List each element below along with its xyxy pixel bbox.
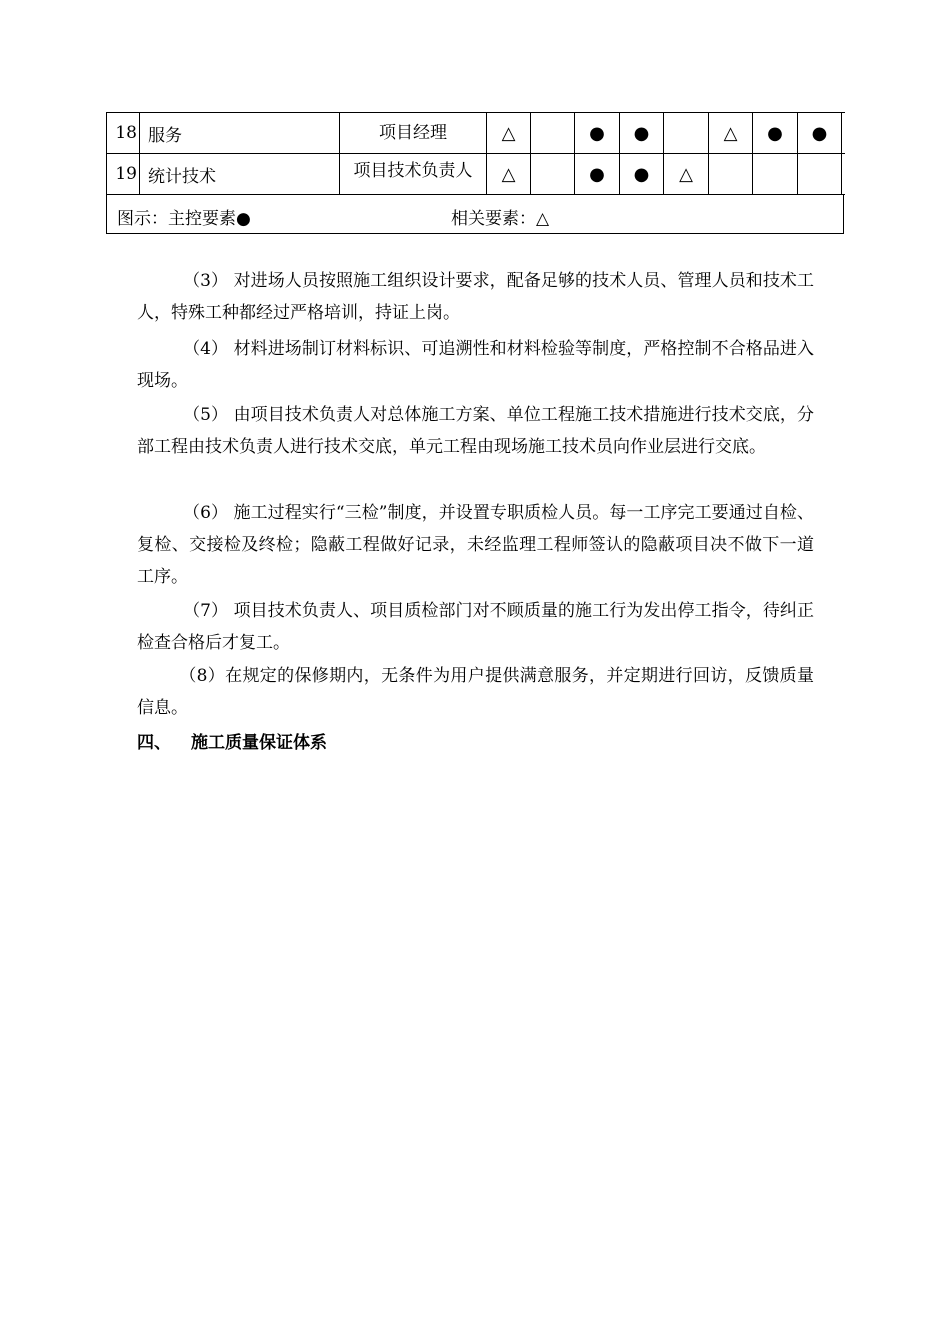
mark-cell (531, 154, 575, 195)
paragraph-text: （5） 由项目技术负责人对总体施工方案、单位工程施工技术措施进行技术交底，分部工程由技术负责人进行技术交底，单元工程由现场施工技术员向作业层进行交底。 (137, 405, 814, 457)
mark-cell: ● (575, 113, 620, 154)
mark-cell: ● (620, 154, 664, 195)
element-name: 服务 (140, 113, 340, 154)
paragraph-7 (137, 595, 814, 659)
paragraph-8 (137, 660, 814, 724)
paragraph-text: （7） 项目技术负责人、项目质检部门对不顾质量的施工行为发出停工指令，待纠正检查合格后才复工。 (137, 601, 814, 653)
table-edge (842, 113, 845, 154)
table-row (107, 154, 845, 195)
mark-cell: ● (798, 113, 842, 154)
legend-main-element: 图示：主控要素● (117, 209, 251, 229)
paragraph-text: （4） 材料进场制订材料标识、可追溯性和材料检验等制度，严格控制不合格品进入现场。 (137, 339, 814, 391)
mark-cell: △ (487, 154, 531, 195)
section-number: 四、 (137, 733, 171, 753)
paragraph-5 (137, 399, 814, 463)
mark-cell (798, 154, 842, 195)
table-legend (106, 194, 844, 234)
legend-related-element: 相关要素：△ (451, 209, 550, 229)
paragraph-text: （8）在规定的保修期内，无条件为用户提供满意服务，并定期进行回访，反馈质量信息。 (137, 666, 814, 718)
mark-cell (709, 154, 753, 195)
element-name: 统计技术 (140, 154, 340, 195)
paragraph-4 (137, 333, 814, 397)
section-title: 施工质量保证体系 (191, 733, 327, 753)
paragraph-text: （3） 对进场人员按照施工组织设计要求，配备足够的技术人员、管理人员和技术工人，特殊工种都经过严格培训，持证上岗。 (137, 271, 814, 323)
mark-cell (753, 154, 798, 195)
row-number: 19 (107, 154, 140, 195)
mark-cell: ● (753, 113, 798, 154)
mark-cell: △ (664, 154, 709, 195)
responsible-person: 项目经理 (340, 113, 487, 154)
section-heading (137, 727, 327, 759)
row-number: 18 (107, 113, 140, 154)
table-row (107, 113, 845, 154)
mark-cell (531, 113, 575, 154)
table-edge (842, 154, 845, 195)
paragraph-6 (137, 497, 814, 593)
mark-cell: △ (487, 113, 531, 154)
quality-elements-table (106, 112, 845, 195)
paragraph-text: （6） 施工过程实行“三检”制度，并设置专职质检人员。每一工序完工要通过自检、复检、交接检及终检；隐蔽工程做好记录，未经监理工程师签认的隐蔽项目决不做下一道工序。 (137, 503, 814, 587)
responsible-person (340, 154, 487, 195)
responsible-person-text: 项目技术负责人 (353, 161, 473, 181)
paragraph-3 (137, 265, 814, 329)
mark-cell: △ (709, 113, 753, 154)
mark-cell: ● (620, 113, 664, 154)
mark-cell (664, 113, 709, 154)
mark-cell: ● (575, 154, 620, 195)
